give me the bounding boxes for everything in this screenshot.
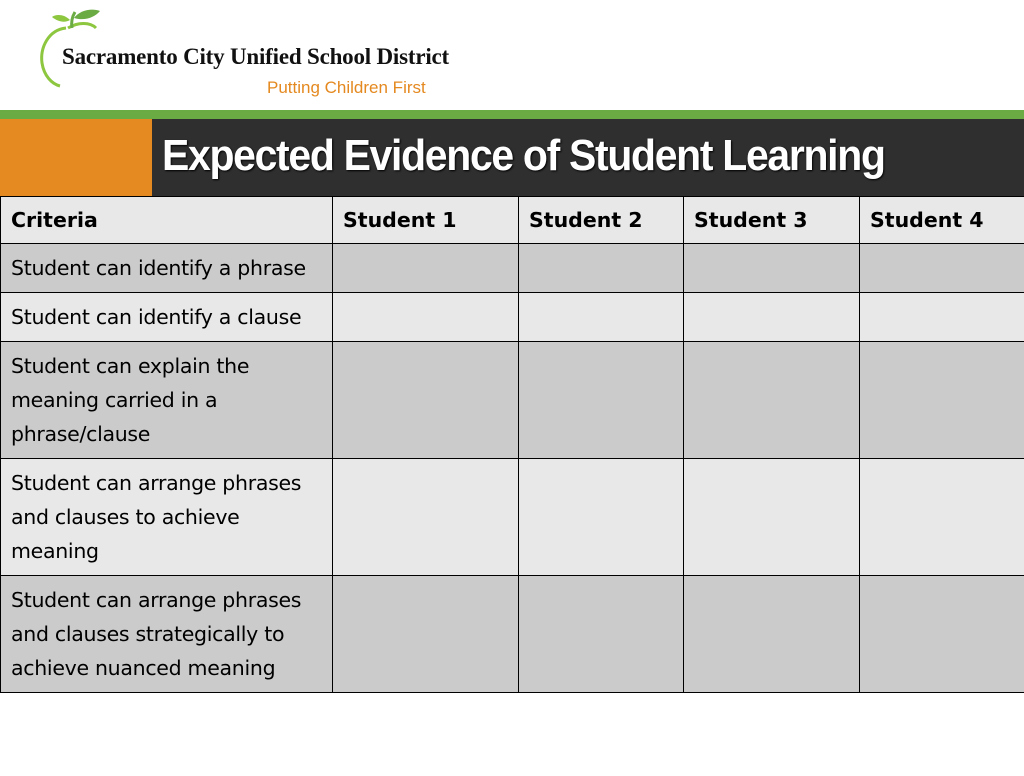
column-header-criteria: Criteria	[1, 197, 333, 244]
table-row	[1, 576, 1024, 693]
green-divider	[0, 110, 1024, 119]
column-header-student-2: Student 2	[519, 197, 684, 244]
student-cell	[333, 293, 519, 342]
slide-header	[0, 0, 1024, 110]
column-header-student-1: Student 1	[333, 197, 519, 244]
criteria-cell: Student can identify a clause	[1, 293, 333, 342]
district-logo	[38, 8, 478, 104]
criteria-cell: Student can explain the meaning carried in a phrase/clause	[1, 342, 333, 459]
student-cell	[684, 576, 860, 693]
orange-accent-block	[0, 119, 152, 196]
student-cell	[333, 459, 519, 576]
student-cell	[684, 293, 860, 342]
student-cell	[684, 459, 860, 576]
criteria-cell: Student can identify a phrase	[1, 244, 333, 293]
student-cell	[519, 293, 684, 342]
student-cell	[860, 293, 1024, 342]
student-cell	[684, 244, 860, 293]
student-cell	[333, 576, 519, 693]
column-header-student-3: Student 3	[684, 197, 860, 244]
student-cell	[519, 244, 684, 293]
student-cell	[333, 244, 519, 293]
table-row	[1, 342, 1024, 459]
student-cell	[860, 459, 1024, 576]
student-cell	[860, 342, 1024, 459]
student-cell	[519, 459, 684, 576]
table-row	[1, 459, 1024, 576]
table-header-row	[1, 197, 1024, 244]
student-cell	[519, 576, 684, 693]
slide-title: Expected Evidence of Student Learning	[162, 131, 958, 181]
district-tagline: Putting Children First	[267, 78, 426, 98]
district-name: Sacramento City Unified School District	[62, 44, 449, 70]
criteria-cell: Student can arrange phrases and clauses to achieve meaning	[1, 459, 333, 576]
column-header-student-4: Student 4	[860, 197, 1024, 244]
student-cell	[860, 576, 1024, 693]
student-cell	[860, 244, 1024, 293]
table-row	[1, 244, 1024, 293]
student-cell	[519, 342, 684, 459]
evidence-table-container	[0, 196, 1024, 776]
table-row	[1, 293, 1024, 342]
evidence-table	[0, 196, 1024, 693]
criteria-cell: Student can arrange phrases and clauses strategically to achieve nuanced meaning	[1, 576, 333, 693]
title-band	[0, 119, 1024, 196]
student-cell	[333, 342, 519, 459]
student-cell	[684, 342, 860, 459]
